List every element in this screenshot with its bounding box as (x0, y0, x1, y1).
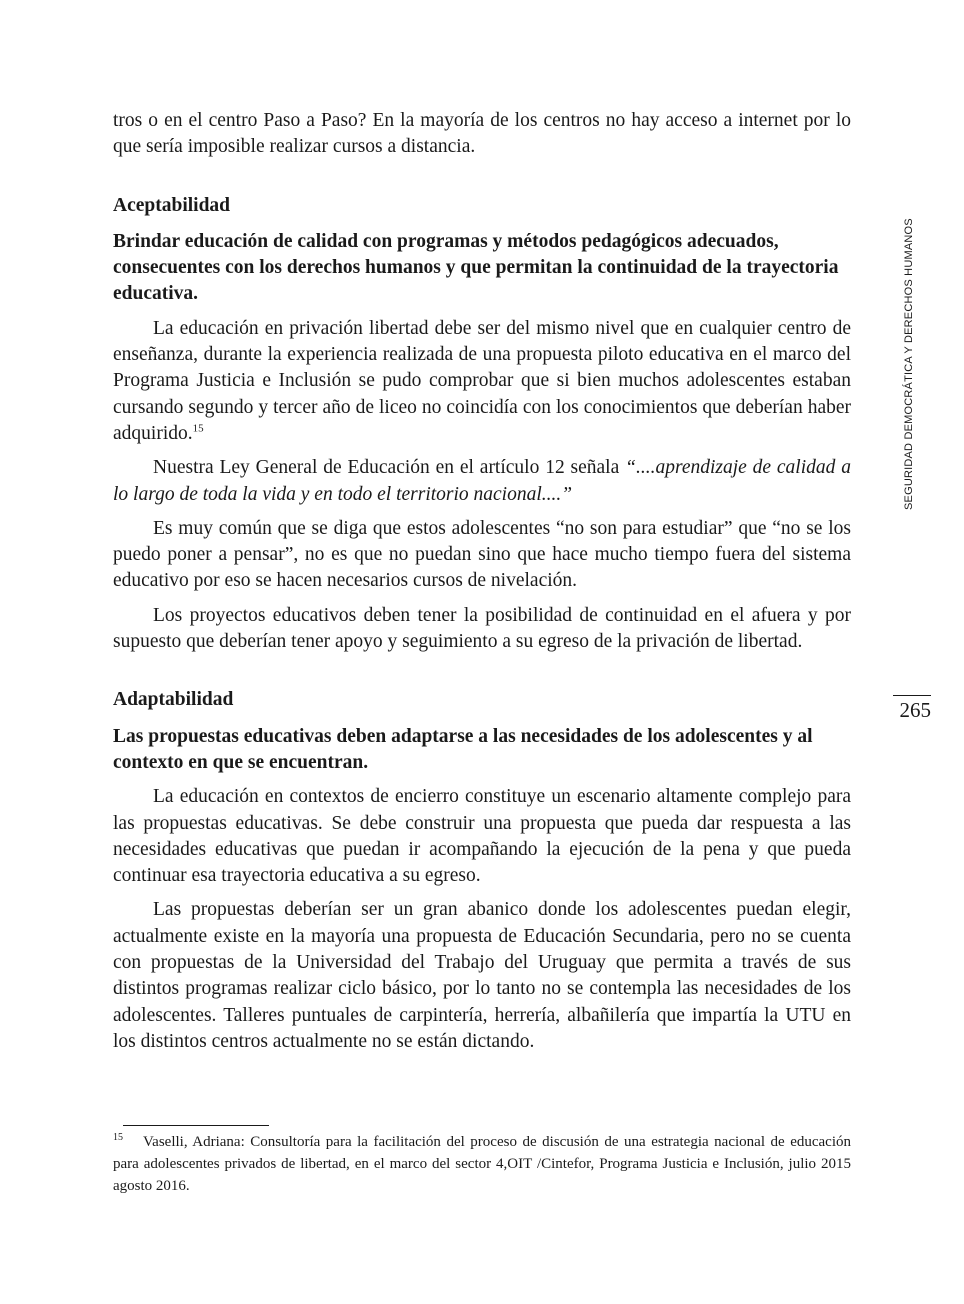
paragraph-text: La educación en privación libertad debe ser del mismo nivel que en cualquier centro de enseñanza, durante la experiencia realizada de una propuesta piloto educativa en el marco del Programa Justicia e Inclusión se pudo comprobar que si bien muchos adolescentes estaban cursando segundo y tercer año de liceo no coincidía con los conocimientos que deberían haber adquirido. (113, 317, 851, 444)
paragraph: Las propuestas deberían ser un gran abanico donde los adolescentes puedan elegir, actualmente existe en la mayoría una propuesta de Educación Secundaria, pero no se cuenta con propuestas de la Universidad del Trabajo del Uruguay que permita a través de sus distintos programas realizar ciclo básico, por lo tanto no se contempla las necesidades de los adolescentes. Talleres puntuales de carpintería, herrería, albañilería que impartía la UTU en los distintos centros actualmente no se están dictando. (113, 899, 851, 1052)
law-quote: “....aprendizaje de calidad a lo largo de toda la vida y en todo el territorio nacional....” (113, 457, 851, 505)
footnote (113, 1131, 851, 1197)
running-header-vertical: SEGURIDAD DEMOCRÁTICA Y DERECHOS HUMANOS (903, 218, 915, 510)
section-lead-adaptabilidad: Las propuestas educativas deben adaptarse a las necesidades de los adolescentes y al contexto en que se encuentran. (113, 725, 813, 773)
paragraph (113, 316, 851, 447)
section-heading-aceptabilidad: Aceptabilidad (113, 194, 231, 216)
intro-paragraph: tros o en el centro Paso a Paso? En la mayoría de los centros no hay acceso a internet por lo que sería imposible realizar cursos a distancia. (113, 110, 851, 158)
section-lead-aceptabilidad: Brindar educación de calidad con programas y métodos pedagógicos adecuados, consecuentes con los derechos humanos y que permitan la continuidad de la trayectoria educativa. (113, 230, 839, 305)
paragraph-text: Nuestra Ley General de Educación en el artículo 12 señala (153, 457, 626, 479)
paragraph: La educación en contextos de encierro constituye un escenario altamente complejo para las propuestas educativas. Se debe construir una propuesta que pueda dar respuesta a las necesidades educativas que puedan ir acompañando la ejecución de la pena y que pueda continuar esa trayectoria educativa a su egreso. (113, 786, 851, 887)
footnote-text: Vaselli, Adriana: Consultoría para la facilitación del proceso de discusión de una estrategia nacional de educación para adolescentes privados de libertad, en el marco del sector 4,OIT /Cintefor, Programa Justicia e Inclusión, julio 2015 agosto 2016. (113, 1134, 851, 1194)
paragraph (113, 455, 851, 508)
main-text (113, 108, 851, 1055)
footnote-rule (123, 1125, 269, 1126)
footnote-ref[interactable]: 15 (192, 422, 204, 435)
footnote-number: 15 (113, 1132, 123, 1143)
page-number-rule (893, 695, 931, 696)
paragraph: Los proyectos educativos deben tener la posibilidad de continuidad en el afuera y por supuesto que deberían tener apoyo y seguimiento a su egreso de la privación de libertad. (113, 604, 851, 653)
section-heading-adaptabilidad: Adaptabilidad (113, 689, 234, 711)
paragraph: Es muy común que se diga que estos adolescentes “no son para estudiar” que “no se los puedo poner a pensar”, no es que no puedan sino que hace mucho tiempo fuera del sistema educativo por eso se hacen necesarios cursos de nivelación. (113, 517, 851, 592)
page-number: 265 (899, 698, 931, 722)
